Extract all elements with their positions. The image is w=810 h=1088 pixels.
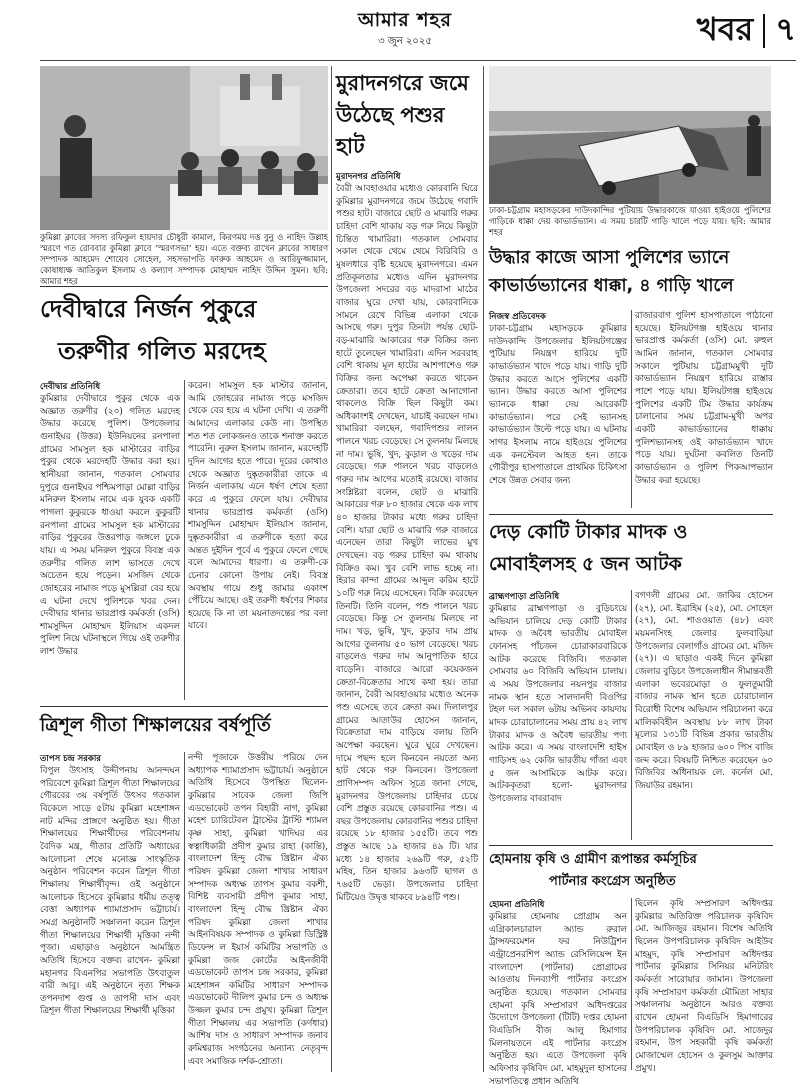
muradnagar-headline: মুরাদনগরে জমে উঠেছে পশুর হাট [336,71,469,158]
page-number: ৭ [775,10,796,48]
homna-body-col-1: কুমিল্লার হোমনায় প্রোগ্রাম অন এগ্রিকালচারাল অ্যান্ড রুরাল ট্রান্সফরমেশন ফর নিউট্রিশন এন্ট্রাপ্রেনরশিপ অ্যান্ড রেসিলিয়েন্স ইন বাংলাদেশ (পার্টনার) প্রোগ্রামের আওতায় দিনব্যাপী পার্টনার কংগ্রেস অনুষ্ঠিত হয়েছে। গতকাল সোমবার হোমনা কৃষি সম্প্রসারণ অধিদপ্তরের উদ্যোগে উপজেলা (টিটি) দপ্তর হোমনা বিএডিসি বীজ আলু হিমাগার মিলনায়তনে এই পার্টনার কংগ্রেস অনুষ্ঠিত হয়। এতে উপজেলা কৃষি অফিসার কৃষিবিদ মো. মাহমুদুল হাসানের সভাপতিত্বে প্রধান অতিথি [489,912,627,1087]
section-rule [40,706,328,707]
homna-byline: হোমনা প্রতিনিধি [489,900,545,910]
homna-body-col-2: ছিলেন কৃষি সম্প্রসারণ অধিদপ্তর কুমিল্লার অতিরিক্ত পরিচালক কৃষিবিদ মো. আজিজুর রহমান। বিশেষ অতিথি ছিলেন উপপরিচালক কৃষিবিদ আইউব মাহমুদ, কৃষি সম্প্রসারণ অধিদপ্তর পার্টনার কুমিল্লার সিনিয়র মনিটরিং কর্মকর্তা সারোয়ার জামান। উপজেলা কৃষি সম্প্রসারণ কর্মকর্তা মৌমিতা সাহার সঞ্চালনায় অনুষ্ঠানে আরও বক্তব্য রাখেন হোমনা বিএডিসি হিমাগারের উপপরিচালক কৃষিবিদ মো. সাজেদুর রহমান, উপ সহকারী কৃষি কর্মকর্তা মোজাম্মেল হোসেন ও কুলসুম আক্তার প্রমুখ। [635,899,773,1074]
page-label [697,4,796,58]
police-van-body-col-2: রাজারবাগ পুলিশ হাসপাতালে পাঠানো হয়েছে। ইলিয়টগঞ্জ হাইওয়ে থানার ভারপ্রাপ্ত কর্মকর্তা (ওসি) মো. রুহুল আমিন জানান, গতকাল সোমবার সকালে পুটিয়ায় চট্টগ্রামমুখী দুটি কাভার্ডভ্যান নিয়ন্ত্রণ হারিয়ে রাস্তার পাশে পড়ে যায়। ইলিয়টগঞ্জ হাইওয়ে পুলিশের একটি টিম উদ্ধার কার্যক্রম চালানোর সময় চট্টগ্রাম-মুখী অপর একটি কাভার্ডভ্যানের ধাক্কায় পুলিশভ্যানসহ ওই কাভার্ডভ্যান খাদে পড়ে যায়। দুর্ঘটনা কবলিত তিনটি কাভার্ডভ্যান ও পুলিশ পিকআপভ্যান উদ্ধার করা হয়েছে। [635,311,773,486]
police-van-headline-2: কাভার্ডভ্যানের ধাক্কা, ৪ গাড়ি খালে [489,276,734,296]
drugs-headline-2: মোবাইলসহ ৫ জন আটক [489,553,682,575]
homna-headline-2: পার্টনার কংগ্রেস অনুষ্ঠিত [549,874,676,889]
police-van-body-col-1: ঢাকা-চট্টগ্রাম মহাসড়কে কুমিল্লার দাউদকান্দি উপজেলার ইলিয়টগঞ্জের পুটিয়ায় নিয়ন্ত্রণ হারিয়ে দুটি কাভার্ডভ্যান খাদে পড়ে যায়। গাড়ি দুটি উদ্ধার করতে আসে পুলিশের একটি ভ্যান। উদ্ধার করতে আসা পুলিশের ভ্যানকে ধাক্কা দেয় আরেকটি কাভার্ডভ্যান। পরে সেই ভ্যানসহ কাভার্ডভ্যান উল্টে পড়ে যায়। এ ঘটনায় সাগর ইসলাম নামে হাইওয়ে পুলিশের এক কনস্টেবল আহত হন। তাকে গৌরীপুর হাসপাতালে প্রাথমিক চিকিৎসা শেষে উন্নত সেবার জন্য [489,324,627,486]
drugs-body-col-1: কুমিল্লার ব্রাহ্মণপাড়া ও বুড়িচংয়ে অভিযান চালিয়ে দেড় কোটি টাকার মাদক ও অবৈধ ভারতীয় মোবাইল ফোনসহ পাঁচজন চোরাকারবারিকে আটক করেছে বিজিবি। গতকাল সোমবার ৬০ বিজিবি অভিযান চালায়। এ সময় উপজেলার নয়নপুর বাজার নামক স্থান হতে সালদানদী বিওপির টহল দল সকাল ৬টায় অভিনব কায়দায় মাদক চোরাচালানের সময় প্রায় ৪২ লাখ টাকার মাদক ও অবৈধ ভারতীয় পণ্য আটক করে। এ সময় বাংলাদেশি হাইস গাড়িসহ ৬২ কেজি ভারতীয় গাঁজা এবং ৫ জন আসামিকে আটক করে। আটককৃতরা হলো- মুরাদনগর উপজেলার বাবরাবাদ [489,604,627,804]
section-rule [489,845,773,846]
debidwar-byline: দেবীদ্বার প্রতিনিধি [40,382,101,392]
column-divider [631,590,632,840]
event-photo-icon [40,66,328,230]
police-van-headline-1: উদ্ধার কাজে আসা পুলিশের ভ্যানে [489,248,730,268]
section-label: খবর [696,10,754,48]
divider [763,14,765,48]
drugs-byline: ব্রাহ্মণপাড়া প্রতিনিধি [489,592,560,602]
event-photo [40,66,328,230]
overturned-van-icon [489,66,771,204]
column-divider [483,66,484,1072]
column-divider [331,66,332,1072]
column-divider [631,898,632,1070]
homna-headline-1: হোমনায় কৃষি ও গ্রামীণ রূপান্তর কর্মসূচির [489,852,697,867]
issue-date: ৩ জুন ২০২৫ [378,36,432,47]
event-photo-caption: কুমিল্লা ক্লাবের সদস্য রফিকুল হায়দার চৌধুরী কামাল, কিরণময় দত্ত বুনু ও নাহিদ উল্লাহ স্মরণে গত রোববার কুমিল্লা ক্লাবে ‘স্মরণসভা’ হয়। এতে বক্তব্য রাখেন ক্লাবের সাধারণ সম্পাদক আহমেদ শোয়েব সোহেল, সহসভাপতি ফারুক আহমেদ ও আরিফুজ্জামান, কোষাধ্যক্ষ আতিকুল ইসলাম ও কল্যাণ সম্পাদক মোহাম্মদ নাহিদ উদ্দিন সুমন। ছবি: আমার শহর [40,232,328,286]
muradnagar-byline: মুরাদনগর প্রতিনিধি [336,172,401,182]
masthead-rule [40,60,796,61]
gita-body-col-2: নন্দী পূজাকে উত্তরীয় পরিয়ে দেন অধ্যাপক শ্যামাপ্রসাদ ভট্টাচার্য। অনুষ্ঠানে অতিথি হিসেবে উপস্থিত ছিলেন- কুমিল্লার সাবেক জেলা জিপি এডভোকেট তপন বিহারী নাগ, কুমিল্লা মহেশ চ্যারিটেবল ট্রাস্টের ট্রাস্টি শ্যামল কৃষ্ণ সাহা, কুমিল্লা খাদিঘর এর স্বত্বাধিকারী প্রদীপ কুমার রাহা (কান্তি), বাংলাদেশ হিন্দু বৌদ্ধ খ্রিষ্টান ঐক্য পরিষদ কুমিল্লা জেলা শাখার সাধারণ সম্পাদক অধ্যক্ষ তাপস কুমার বকশী, বিশিষ্ট ব্যবসায়ী প্রদীপ কুমার সাহা, বাংলাদেশ হিন্দু বৌদ্ধ খ্রিষ্টান ঐক্য পরিষদ কুমিল্লা জেলা শাখার আইনবিষয়ক সম্পাদক ও কুমিল্লা ডিস্ট্রিক্ট ডিফেন্স ল ইয়ার্স কমিটির সভাপতি ও কুমিল্লা জজ কোর্টের আইনজীবী এডভোকেট তাপস চন্দ্র সরকার, কুমিল্লা মহেশাঙ্গন কমিটির সাধারণ সম্পাদক এডভোকেট দীলিপ কুমার চন্দ ও অধ্যক্ষ উজ্জল কুমার চন্দ প্রমুখ। কুমিল্লা ত্রিশূল গীতা শিক্ষালয় এর সভাপতি (কর্ণধার) আশিষ দাস ও সাধারণ সম্পাদক জনাব রুমিশ্বরাজ সংগঠনের অন্যান্য নেতৃবৃন্দ এবং সমাজিক দর্শক-শ্রোতা। [188,753,328,1067]
drugs-body-col-2: বগণলী গ্রামের মো. জাকির হোসেন (২৭), মো. ইব্রাহিম (২৫), মো. সোহেল (২৭), মো. শাওওয়াত (৪৮) এবং ময়মনসিংহ জেলার ফুলবাড়িয়া উপজেলার বেলাগাঁও গ্রামের মো. মজিদ (২৭)। এ ছাড়াও একই দিনে কুমিল্লা জেলার বুড়িচং উপজেলাধীন সীমান্তবর্তী এলাকা ভবেরমোড়া ও ফুলতুমারী বাজার নামক স্থান হতে চোরাচালান বিরোধী বিশেষ অভিযান পরিচালনা করে মালিকবিহীন অবস্থায় ৮৮ লাখ টাকা মূল্যের ১৩১টি বিভিন্ন প্রকার ভারতীয় মোবাইল ও ৮৯ হাজার ৬০০ পিস বাজি জব্দ করে। বিষয়টি নিশ্চিত করেছেন ৬০ বিজিবির অধিনায়ক লে. কর্নেল মো. জিয়াউর রহমান। [635,591,773,791]
debidwar-headline-2: তরুণীর গলিত মরদেহ [58,337,266,365]
gita-body-col-1: বিপুল উৎসাহ উদ্দীপনায় আনন্দঘন পরিবেশে কুমিল্লা ত্রিশূল গীতা শিক্ষালয়ের গৌরবের ৩য় বর্ষপূর্তি উৎসব গতকাল বিকেলে সাড়ে ৫টায় কুমিল্লা মহেশাঙ্গন নাট মন্দির প্রাঙ্গণে অনুষ্ঠিত হয়। গীতা শিক্ষালয়ের শিক্ষার্থীদের পরিবেশনায় বৈদিক মন্ত্র, গীতার প্রতিটি অধ্যায়ের আলোচনা শেষে মনোজ্ঞ সাংস্কৃতিক অনুষ্ঠান পরিবেশন করেন ত্রিশূল গীতা শিক্ষালয় শিক্ষার্থীবৃন্দ। ওই অনুষ্ঠানে আলোচক হিসেবে কুমিল্লার ধর্মীয় তত্ত্ব বেত্তা অধ্যাপক শ্যামাপ্রসাদ ভট্টাচার্য। সমগ্র অনুষ্ঠানটি সঞ্চালনা করেন ত্রিশূল গীতা শিক্ষালয়ের শিক্ষার্থী মৃত্তিকা নন্দী পূজা। এছাড়াও অনুষ্ঠানে আমন্ত্রিত অতিথি হিসেবে বক্তব্য রাখেন- কুমিল্লা মহানগর বিএনপির সভাপতি উৎবাতুল বারী আবু। এই অনুষ্ঠানে নৃত্য শিক্ষক তপনদাশ গুপ্ত ও তাপসী দাস এবং ত্রিশূল গীতা শিক্ষালয়ের শিক্ষার্থী মৃত্তিকা [40,766,180,1017]
section-rule [489,514,773,515]
masthead [0,0,810,64]
column-divider [631,310,632,508]
column-divider [184,380,185,700]
gita-headline: ত্রিশূল গীতা শিক্ষালয়ের বর্ষপূর্তি [40,715,271,736]
drugs-headline-1: দেড় কোটি টাকার মাদক ও [489,521,688,543]
overturned-van-photo [489,66,771,204]
debidwar-body-col-2: করেন। সামসুল হক মাস্টার জানান, আমি জোহরের নামাজ পড়ে মসজিদ থেকে বের হয়ে এ ঘটনা দেখি। এ তরুণী আমাদের এলাকার কেউ না। উপস্থিত শত শত লোকজনও তাকে শনাক্ত করতে পারেনি। নুরুল ইসলাম জানান, মরদেহটি দুদিন আগের হতে পারে। দূরের কোথাও থেকে অজ্ঞাত দুষ্কৃতকারীরা তাকে এ নির্জন এলাকায় এনে ধর্ষণ শেষে হত্যা করে এ পুকুরে ফেলে যায়। দেবীদ্বার থানার ভারপ্রাপ্ত কর্মকর্তা (ওসি) শামসুদ্দিন মোহাম্মদ ইলিয়াস জানান, দুষ্কৃতকারীরা এ তরুণীকে হত্যা করে অন্তত দুইদিন পূর্বে এ পুকুরে ফেলে গেছে বলে আমাদের ধারণা। এ তরুণী-কে চেনার কোনো উপায় নেই। বিবস্ত্র অবস্থায় গায়ে শুধু জামার একাংশ পেঁচিয়ে আছে। ওই তরুণী ধর্ষণের শিকার হয়েছে কি না তা ময়নাতদন্তের পর বলা যাবে। [188,381,328,632]
muradnagar-body: বৈরী আবহাওয়ার মধ্যেও কোরবানি ঘিরে কুমিল্লার মুরাদনগরে জমে উঠেছে গবাদি পশুর হাট। বাজারে ছোট ও মাঝারি গরুর চাহিদা বেশি থাকায় বড় গরু নিয়ে কিছুটা চিন্তিত খামারিরা। গতকাল সোমবার সকাল থেকে থেমে থেমে বিরিবিরি ও মুষলধারে বৃষ্টি হয়েছে মুরাদনগরে। এমন প্রতিকূলতার মধ্যেও এদিন মুরাদনগর উপজেলা সদরের বড় মাদরাসা মাঠের বাজার ঘুরে দেখা যায়, কোরবানিকে সামনে রেখে বিভিন্ন এলাকা থেকে আসছে গরু। দুপুর তিনটা পর্যন্ত ছোট-বড়-মাঝারি আকারের গরু বিক্রির জন্য হাটে তুলেছেন খামারিরা। এদিন সরবরাহ বেশি থাকায় মূল হাটের আশপাশেও গরু বিক্রির জন্য অপেক্ষা করতে থাকেন ক্রেতারা। তবে হাটে ক্রেতা আনাগোনা থাকলেও বিক্রি ছিল কিছুটা কম। অধিকাংশই দেখছেন, যাচাই করছেন দাম। খামারিরা বলছেন, গবাদিপশুর লালন পালনে খরচ বেড়েছে। সে তুলনায় মিলছে না দাম। ভুষি, খুদ, কুড়াল ও খড়ের দাম বেড়েছে। গরু পালনে খরচ বাড়লেও গরুর দাম আগের মতোই রয়েছে। বাজার সংশ্লিষ্টরা বলেন, ছোট ও মাঝারি আকারের গরু ৮০ হাজার থেকে এক লাখ ৪০ হাজার টাকার মধ্যে গরুর চাহিদা বেশি। যারা ছোট ও মাঝারি গরু বাজারে এনেছেন তারা কিছুটা লাভের মুখ দেখছেন। বড় গরুর চাহিদা কম থাকায় বিক্রিও কম। খুব বেশি লাভ হচ্ছে না। হিরার কান্দা গ্রামের আব্দুল করিম হাটে ১০টি গরু নিয়ে এসেছেন। বিক্রি করেছেন তিনটি। তিনি বলেন, পশু পালনে খরচ বেড়েছে। কিন্তু সে তুলনায় মিলছে না দাম। খড়, ভুষি, খুদ, কুড়ার দাম প্রায় আগের তুলনায় ৫০ ভাগ বেড়েছে। খরচ বাড়লেও গরুর দাম আনুপাতিক হারে বাড়েনি। বাজারে আরো কয়েকজন ক্রেতা-বিক্রেতার সাথে কথা হয়। তারা জানান, বৈরী আবহাওয়ার মধ্যেও অনেক পশু এসেছে তবে ক্রেতা কম। দিলালপুর গ্রামের আতাউর হোসেন জানান, বিক্রেতারা দাম বাড়িয়ে বলায় তিনি অপেক্ষা করছেন। ঘুরে ঘুরে দেখছেন। দামে পছন্দ হলে কিনবেন নয়তো অন্য হাট থেকে গরু কিনবেন। উপজেলা প্রাণিসম্পদ অফিস সূত্রে জানা গেছে, মুরাদনগর উপজেলায় চাহিদার চেয়ে বেশি প্রস্তুত রয়েছে কোরবানির পশু। এ বছর উপজেলায় কোরবানির পশুর চাহিদা রয়েছে ১৮ হাজার ১৫৫টি। তবে পশু প্রস্তুত আছে ১৯ হাজার ৪৯ টি। যার মধ্যে ১৪ হাজার ২৬৯টি গরু, ৫২টি মহিষ, তিন হাজার ৯৬৩টি ছাগল ও ৭৬৫টি ভেড়া। উপজেলার চাহিদা মিটিয়েও উদ্বৃত্ত থাকবে ৮৯৪টি পশু। [336,184,479,903]
debidwar-body-col-1: কুমিল্লার দেবীদ্বারে পুকুর থেকে এক অজ্ঞাত তরুণীর (২০) গলিত মরদেহ উদ্ধার করেছে পুলিশ। উপজেলার গুনাইঘর (উত্তর) ইউনিয়নের রনপালা গ্রামের সামসুল হক মাস্টারের বাড়ির পুকুর থেকে মরদেহটি উদ্ধার করা হয়। স্থানীয়রা জানান, গতকাল সোমবার দুপুরে গুনাইঘর পশ্চিমপাড়া মোল্লা বাড়ির মনিরুল ইসলাম নামে এক যুবক একটি পাগলা কুকুরকে ধাওয়া করলে কুকুরটি রনপালা গ্রামের সামসুল হক মাস্টারের বাড়ির পুকুরের উত্তরপাড় জঙ্গলে ঢুকে যায়। এ সময় মনিরুল পুকুরে বিবস্ত্র এক তরুণীর গলিত লাশ ভাসতে দেখে অচেতন হয়ে পড়েন। মসজিদ থেকে জোহরের নামাজ পড়ে মুসল্লিরা বের হয়ে এ ঘটনা দেখে পুলিশকে খবর দেন। দেবীদ্বার থানার ভারপ্রাপ্ত কর্মকর্তা (ওসি) শামসুদ্দিন মোহাম্মদ ইলিয়াস একদল পুলিশ নিয়ে ঘটনাস্থলে গিয়ে ওই তরুণীর লাশ উদ্ধার [40,394,180,658]
column-divider [184,752,185,1070]
section-rule [40,286,328,287]
gita-byline: তাপস চন্দ্র সরকার [40,754,101,764]
section-title: আমার শহর [358,9,452,31]
van-photo-caption: ঢাকা-চট্টগ্রাম মহাসড়কের দাউদকান্দির পুটিয়ায় উদ্ধারকাজে যাওয়া হাইওয়ে পুলিশের গাড়িকে ধাক্কা দেয় কাভার্ডভ্যান। এ সময় চারটি গাড়ি খালে পড়ে যায়। ছবি: আমার শহর [489,205,771,237]
debidwar-headline-1: দেবীদ্বারে নির্জন পুকুরে [40,295,257,323]
police-van-byline: নিজস্ব প্রতিবেদক [489,312,546,322]
